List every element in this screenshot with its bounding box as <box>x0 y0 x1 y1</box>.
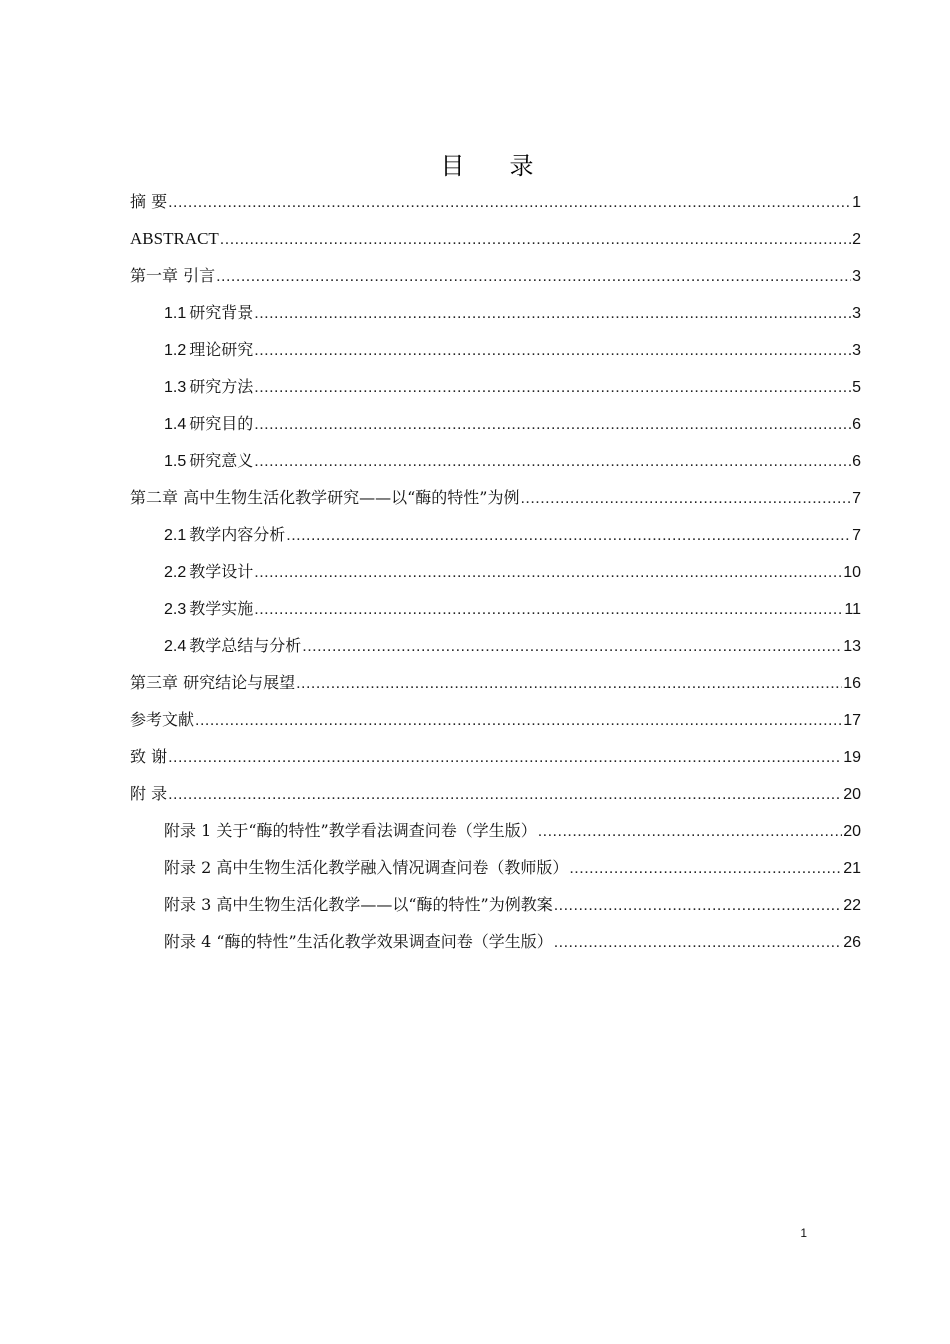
toc-dot-leader <box>168 739 842 776</box>
toc-entry[interactable] <box>130 923 861 960</box>
toc-entry-page: 22 <box>843 897 861 914</box>
toc-dot-leader <box>254 554 842 591</box>
toc-entry-label: 致 谢 <box>130 747 168 766</box>
toc-entry-page: 2 <box>852 231 861 248</box>
toc-entry-page: 20 <box>843 786 861 803</box>
toc-dot-leader <box>538 813 842 850</box>
toc-entry-label: 教学内容分析 <box>189 525 286 544</box>
toc-entry-label: 教学总结与分析 <box>189 636 302 655</box>
toc-entry[interactable] <box>130 701 861 738</box>
toc-dot-leader <box>168 776 842 813</box>
toc-entry-page: 7 <box>852 527 861 544</box>
toc-dot-leader <box>195 702 842 739</box>
toc-entry[interactable] <box>130 294 861 331</box>
toc-entry[interactable] <box>130 368 861 405</box>
toc-entry-page: 19 <box>843 749 861 766</box>
toc-entry-label: 第一章 引言 <box>130 266 216 285</box>
toc-entry-page: 3 <box>852 305 861 322</box>
toc-entry[interactable] <box>130 220 861 257</box>
toc-entry[interactable] <box>130 516 861 553</box>
toc-entry-label: 附 录 <box>130 784 168 803</box>
title-char-2: 录 <box>509 152 535 180</box>
toc-entry[interactable] <box>130 331 861 368</box>
toc-dot-leader <box>554 887 842 924</box>
toc-entry-page: 11 <box>844 601 861 618</box>
table-of-contents <box>130 183 861 960</box>
toc-entry[interactable] <box>130 738 861 775</box>
toc-dot-leader <box>220 221 851 258</box>
toc-entry-number: 2.1 <box>164 527 187 544</box>
toc-entry-label: 参考文献 <box>130 710 195 729</box>
toc-entry-label: 第二章 高中生物生活化教学研究——以“酶的特性”为例 <box>130 488 520 507</box>
toc-entry-page: 13 <box>843 638 861 655</box>
toc-entry[interactable] <box>130 590 861 627</box>
toc-entry-label: 研究背景 <box>189 303 254 322</box>
toc-dot-leader <box>168 184 851 221</box>
toc-entry-number: 1.5 <box>164 453 187 470</box>
toc-entry[interactable] <box>130 183 861 220</box>
page-title <box>0 146 950 181</box>
toc-dot-leader <box>254 591 843 628</box>
toc-entry-label: 附录 1 关于“酶的特性”教学看法调查问卷（学生版） <box>164 821 537 840</box>
toc-dot-leader <box>569 850 842 887</box>
toc-dot-leader <box>254 369 851 406</box>
toc-entry-number: 1.1 <box>164 305 187 322</box>
toc-entry-page: 3 <box>852 268 861 285</box>
toc-entry[interactable] <box>130 886 861 923</box>
toc-entry-label: 附录 3 高中生物生活化教学——以“酶的特性”为例教案 <box>164 895 553 914</box>
toc-entry-page: 3 <box>852 342 861 359</box>
toc-dot-leader <box>216 258 851 295</box>
page-number: 1 <box>800 1226 807 1240</box>
toc-dot-leader <box>520 480 851 517</box>
toc-entry-number: 1.4 <box>164 416 187 433</box>
toc-entry[interactable] <box>130 405 861 442</box>
toc-entry-page: 21 <box>843 860 861 877</box>
toc-entry[interactable] <box>130 775 861 812</box>
toc-entry[interactable] <box>130 553 861 590</box>
toc-entry-number: 1.3 <box>164 379 187 396</box>
toc-entry-label: 附录 2 高中生物生活化教学融入情况调查问卷（教师版） <box>164 858 569 877</box>
toc-entry-page: 16 <box>843 675 861 692</box>
toc-entry-label: 第三章 研究结论与展望 <box>130 673 296 692</box>
toc-entry-page: 7 <box>852 490 861 507</box>
toc-entry-label: 摘 要 <box>130 192 168 211</box>
toc-entry-label: ABSTRACT <box>130 229 219 248</box>
toc-entry[interactable] <box>130 812 861 849</box>
toc-entry-page: 1 <box>852 194 861 211</box>
toc-dot-leader <box>254 443 851 480</box>
toc-entry[interactable] <box>130 479 861 516</box>
toc-entry-label: 教学实施 <box>189 599 254 618</box>
toc-dot-leader <box>254 295 851 332</box>
toc-dot-leader <box>554 924 842 961</box>
toc-entry-label: 教学设计 <box>189 562 254 581</box>
toc-dot-leader <box>286 517 851 554</box>
toc-entry-page: 26 <box>843 934 861 951</box>
toc-entry[interactable] <box>130 627 861 664</box>
toc-entry[interactable] <box>130 442 861 479</box>
toc-entry-label: 附录 4 “酶的特性”生活化教学效果调查问卷（学生版） <box>164 932 553 951</box>
toc-entry-page: 20 <box>843 823 861 840</box>
toc-entry[interactable] <box>130 849 861 886</box>
toc-dot-leader <box>296 665 842 702</box>
toc-entry-number: 2.4 <box>164 638 187 655</box>
toc-dot-leader <box>254 406 851 443</box>
toc-entry-label: 研究目的 <box>189 414 254 433</box>
toc-entry-page: 5 <box>852 379 861 396</box>
toc-entry-number: 2.2 <box>164 564 187 581</box>
toc-entry-number: 2.3 <box>164 601 187 618</box>
toc-entry-label: 研究方法 <box>189 377 254 396</box>
toc-entry-page: 10 <box>843 564 861 581</box>
toc-entry[interactable] <box>130 664 861 701</box>
toc-entry-page: 6 <box>852 416 861 433</box>
toc-entry-page: 17 <box>843 712 861 729</box>
toc-dot-leader <box>302 628 842 665</box>
toc-dot-leader <box>254 332 851 369</box>
toc-entry-number: 1.2 <box>164 342 187 359</box>
toc-entry-label: 理论研究 <box>189 340 254 359</box>
toc-entry[interactable] <box>130 257 861 294</box>
title-char-1: 目 <box>440 152 466 180</box>
toc-entry-label: 研究意义 <box>189 451 254 470</box>
toc-entry-page: 6 <box>852 453 861 470</box>
